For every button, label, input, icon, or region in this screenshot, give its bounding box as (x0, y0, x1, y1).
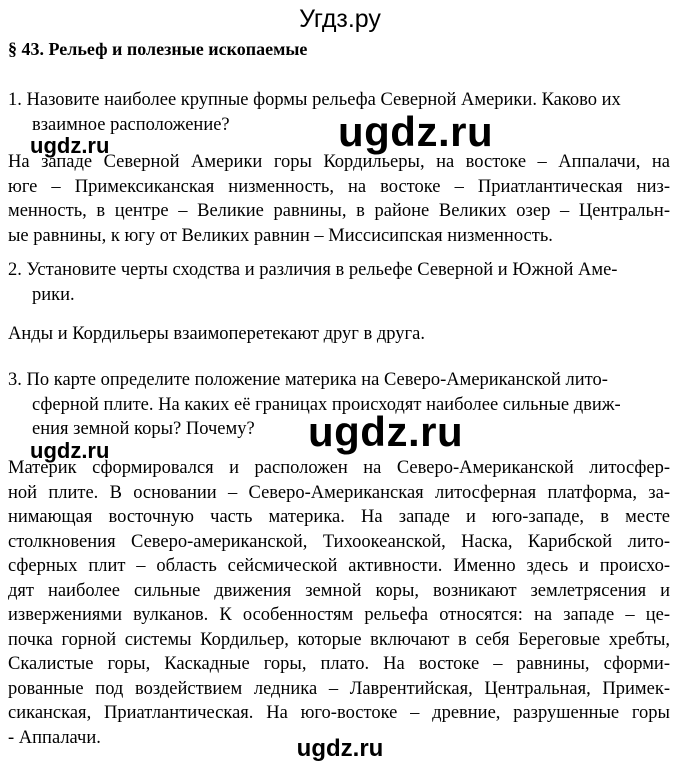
answer-3-line: Скалистые горы, Каскадные горы, плато. На востоке – равнины, сформи- (8, 654, 670, 674)
answer-3-line: ной плите. В основании – Северо-Американская литосферная платформа, за- (8, 482, 670, 503)
answer-1-line: юге – Примексиканская низменность, на востоке – Приатлантическая низ- (8, 176, 670, 197)
answer-3-line: столкновения Северо-американской, Тихоокеанской, Наска, Карибской лито- (8, 531, 670, 552)
question-2-line-1: 2. Установите черты сходства и различия в рельефе Северной и Южной Аме- (8, 260, 618, 280)
question-1-line-2: взаимное расположение? (32, 114, 230, 135)
answer-1-line: На западе Северной Америки горы Кордильеры, на востоке – Аппалачи, на (8, 152, 670, 172)
question-2-line-2: рики. (32, 284, 75, 305)
question-2 (8, 258, 680, 307)
watermark-small-1: ugdz.ru (30, 133, 110, 158)
watermark-big-2: ugdz.ru (308, 408, 464, 455)
answer-3-line: почка горной системы Кордильер, которые включают в себя Береговые хребты, (8, 629, 670, 650)
answer-1-line: ые равнины, к югу от Великих равнин – Миссисипская низменность. (8, 225, 553, 246)
question-3-line-2: сферной плите. На каких её границах происходят наиболее сильные движ- (32, 394, 621, 415)
answer-3 (8, 456, 670, 750)
answer-2-line: Анды и Кордильеры взаимоперетекают друг в друга. (8, 324, 425, 344)
answer-3-line: Материк сформировался и расположен на Северо-Американской литосфер- (8, 458, 670, 478)
answer-1-line: менность, в центре – Великие равнины, в районе Великих озер – Центральн- (8, 201, 670, 221)
watermark-footer: ugdz.ru (296, 735, 384, 762)
question-3-line-1: 3. По карте определите положение материка на Северо-Американской лито- (8, 370, 608, 390)
answer-1 (8, 150, 670, 248)
answer-3-line: рованные под воздействием ледника – Лаврентийская, Центральная, Примек- (8, 678, 670, 699)
answer-3-line: сиканская, Приатлантическая. На юго-востоке – древние, разрушенные горы (8, 703, 670, 723)
answer-2 (8, 322, 670, 347)
site-header: Угдз.ру (299, 5, 381, 33)
answer-3-line: извержениями вулканов. К особенностям рельефа относятся: на западе – це- (8, 605, 670, 625)
answer-3-line: - Аппалачи. (8, 727, 101, 748)
watermark-small-2: ugdz.ru (30, 438, 110, 463)
answer-3-line: дят наиболее сильные движения земной коры, возникают землетрясения и (8, 580, 670, 601)
section-title: § 43. Рельеф и полезные ископаемые (8, 39, 308, 59)
question-1-line-1: 1. Назовите наиболее крупные формы рельефа Северной Америки. Каково их (8, 90, 621, 110)
answer-3-line: нимающая восточную часть материка. На западе и юго-западе, в месте (8, 507, 670, 527)
watermark-big-1: ugdz.ru (338, 108, 494, 155)
question-3-line-3: ения земной коры? Почему? (32, 419, 255, 439)
answer-3-line: сферных плит – область сейсмической активности. Именно здесь и происхо- (8, 556, 670, 576)
